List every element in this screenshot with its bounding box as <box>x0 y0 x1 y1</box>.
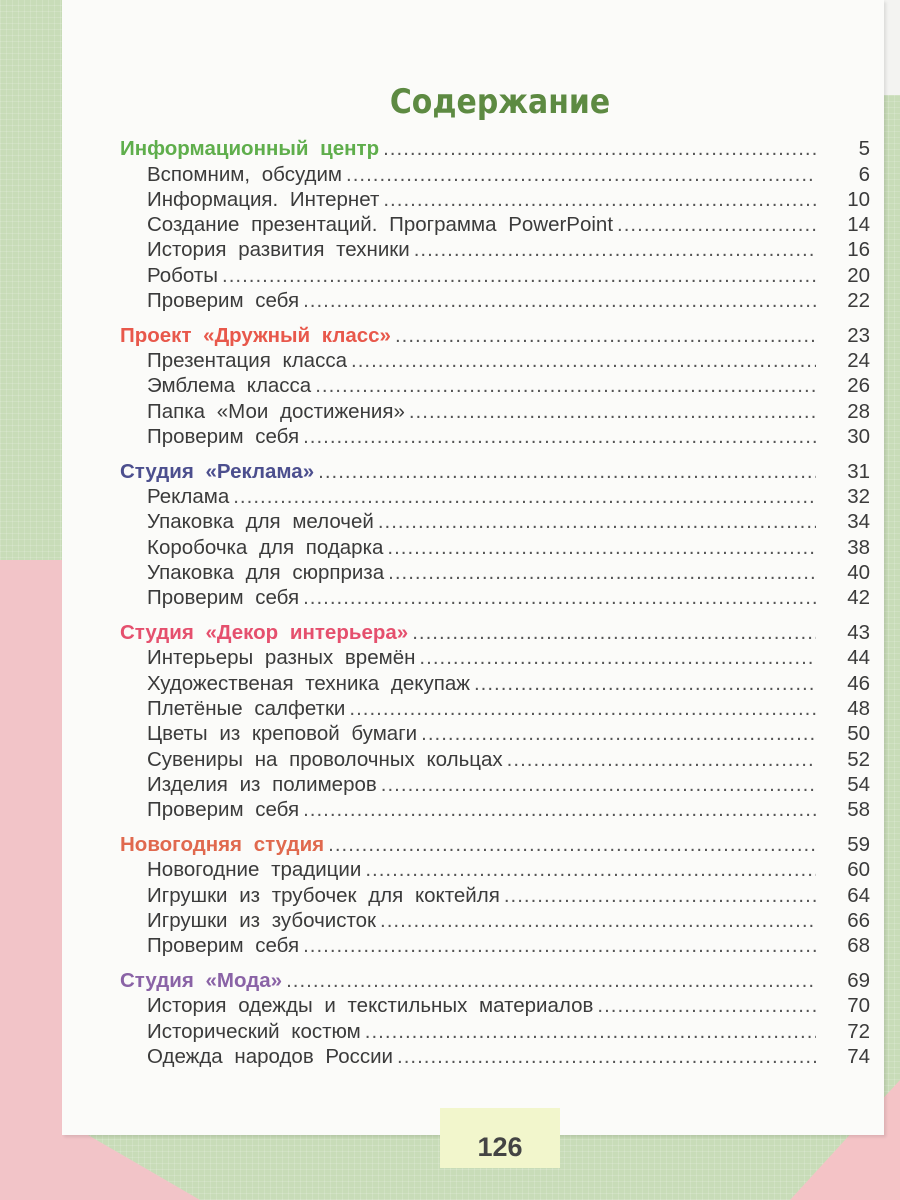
entry-title: Папка «Мои достижения» <box>147 399 405 423</box>
toc-entry <box>120 721 870 746</box>
section-page: 59 <box>847 833 870 857</box>
dot-leader <box>383 187 816 212</box>
entry-page: 38 <box>847 535 870 559</box>
entry-title: Проверим себя <box>147 425 300 449</box>
toc-section <box>120 136 870 313</box>
entry-title: Реклама <box>147 485 230 509</box>
entry-title: Вспомним, обсудим <box>147 162 343 186</box>
dot-leader <box>303 585 816 610</box>
dot-leader <box>383 136 816 161</box>
entry-page: 6 <box>858 162 870 186</box>
toc-entry <box>120 670 870 695</box>
entry-title: Изделия из полимеров <box>147 772 377 796</box>
entry-title: История одежды и текстильных материалов <box>147 994 594 1018</box>
toc-entry <box>120 908 870 933</box>
entry-page: 32 <box>847 485 870 509</box>
section-title: Студия «Реклама» <box>120 459 315 483</box>
section-page: 23 <box>847 323 870 347</box>
entry-title: Новогодние традиции <box>147 858 362 882</box>
entry-title: Интерьеры разных времён <box>147 646 416 670</box>
entry-title: Проверим себя <box>147 586 300 610</box>
dot-leader <box>286 968 816 993</box>
section-title: Проект «Дружный класс» <box>120 323 391 347</box>
toc-entry <box>120 484 870 509</box>
dot-leader <box>365 857 816 882</box>
section-title: Студия «Декор интерьера» <box>120 621 409 645</box>
entry-page: 64 <box>847 883 870 907</box>
entry-page: 46 <box>847 671 870 695</box>
dot-leader <box>395 323 816 348</box>
entry-page: 22 <box>847 289 870 313</box>
page-number: 126 <box>440 1108 560 1168</box>
entry-page: 42 <box>847 586 870 610</box>
section-title: Информационный центр <box>120 137 380 161</box>
toc-section <box>120 620 870 822</box>
entry-title: Игрушки из трубочек для коктейля <box>147 883 500 907</box>
dot-leader <box>351 348 816 373</box>
entry-title: Игрушки из зубочисток <box>147 908 376 932</box>
toc-entry <box>120 772 870 797</box>
dot-leader <box>388 560 816 585</box>
toc-entry <box>120 212 870 237</box>
dot-leader <box>507 747 816 772</box>
entry-page: 60 <box>847 858 870 882</box>
section-title: Студия «Мода» <box>120 969 283 992</box>
toc-entry <box>120 1044 870 1069</box>
dot-leader <box>328 832 816 857</box>
entry-title: Коробочка для подарка <box>147 535 384 559</box>
entry-title: Одежда народов России <box>147 1044 393 1068</box>
entry-page: 70 <box>847 994 870 1018</box>
dot-leader <box>303 424 816 449</box>
entry-title: Создание презентаций. Программа PowerPoint <box>147 213 614 237</box>
toc-entry <box>120 509 870 534</box>
toc-entry <box>120 424 870 449</box>
entry-page: 68 <box>847 934 870 958</box>
toc-section <box>120 323 870 449</box>
section-page: 31 <box>847 459 870 483</box>
entry-page: 26 <box>847 374 870 398</box>
toc-entry <box>120 288 870 313</box>
dot-leader <box>303 797 816 822</box>
entry-page: 10 <box>847 187 870 211</box>
toc-entry <box>120 262 870 287</box>
toc-section-heading <box>120 459 870 484</box>
dot-leader <box>421 721 816 746</box>
toc-entry <box>120 348 870 373</box>
toc-section <box>120 459 870 611</box>
dot-leader <box>378 509 816 534</box>
dot-leader <box>397 1044 816 1069</box>
toc-entry <box>120 373 870 398</box>
toc-entry <box>120 696 870 721</box>
entry-title: Информация. Интернет <box>147 187 380 211</box>
entry-title: Упаковка для сюрприза <box>147 561 385 585</box>
entry-title: Сувениры на проволочных кольцах <box>147 747 503 771</box>
entry-page: 58 <box>847 798 870 822</box>
dot-leader <box>346 162 816 187</box>
section-page: 5 <box>858 137 870 161</box>
entry-page: 16 <box>847 238 870 262</box>
entry-page: 52 <box>847 747 870 771</box>
dot-leader <box>365 1019 816 1044</box>
page-title: Содержание <box>389 82 611 122</box>
dot-leader <box>414 237 816 262</box>
entry-page: 30 <box>847 425 870 449</box>
entry-page: 44 <box>847 646 870 670</box>
section-title: Новогодняя студия <box>120 833 325 857</box>
dot-leader <box>412 620 816 645</box>
toc-section <box>120 968 870 1069</box>
entry-title: Проверим себя <box>147 934 300 958</box>
dot-leader <box>474 671 816 696</box>
toc-entry <box>120 585 870 610</box>
dot-leader <box>387 535 816 560</box>
toc-entry <box>120 645 870 670</box>
toc-entry <box>120 187 870 212</box>
dot-leader <box>597 993 816 1018</box>
dot-leader <box>315 373 816 398</box>
dot-leader <box>409 399 816 424</box>
entry-page: 34 <box>847 510 870 534</box>
entry-title: Цветы из креповой бумаги <box>147 722 418 746</box>
dot-leader <box>381 772 816 797</box>
entry-page: 24 <box>847 349 870 373</box>
entry-page: 74 <box>847 1044 870 1068</box>
entry-page: 48 <box>847 697 870 721</box>
toc-entry <box>120 746 870 771</box>
toc-section-heading <box>120 832 870 857</box>
entry-title: Художественая техника декупаж <box>147 671 470 695</box>
dot-leader <box>380 908 816 933</box>
toc-section <box>120 832 870 958</box>
section-page: 69 <box>847 969 870 992</box>
dot-leader <box>617 212 816 237</box>
toc-entry <box>120 1018 870 1043</box>
entry-title: Проверим себя <box>147 289 300 313</box>
toc-entry <box>120 237 870 262</box>
dot-leader <box>303 933 816 958</box>
entry-title: Эмблема класса <box>147 374 312 398</box>
entry-title: Исторический костюм <box>147 1019 361 1043</box>
dot-leader <box>233 484 816 509</box>
toc-section-heading <box>120 323 870 348</box>
entry-page: 20 <box>847 263 870 287</box>
entry-page: 72 <box>847 1019 870 1043</box>
toc-entry <box>120 857 870 882</box>
dot-leader <box>349 696 816 721</box>
table-of-contents <box>120 136 870 1078</box>
dot-leader <box>222 263 816 288</box>
entry-title: Проверим себя <box>147 798 300 822</box>
entry-page: 50 <box>847 722 870 746</box>
entry-page: 40 <box>847 561 870 585</box>
dot-leader <box>303 288 816 313</box>
entry-title: Презентация класса <box>147 349 347 373</box>
toc-entry <box>120 398 870 423</box>
toc-entry <box>120 993 870 1018</box>
dot-leader <box>419 645 816 670</box>
dot-leader <box>504 883 816 908</box>
entry-title: История развития техники <box>147 238 410 262</box>
toc-entry <box>120 797 870 822</box>
toc-entry <box>120 534 870 559</box>
entry-title: Упаковка для мелочей <box>147 510 374 534</box>
entry-page: 54 <box>847 772 870 796</box>
toc-entry <box>120 933 870 958</box>
toc-section-heading <box>120 620 870 645</box>
toc-entry <box>120 882 870 907</box>
entry-page: 14 <box>847 213 870 237</box>
entry-title: Роботы <box>147 263 218 287</box>
entry-title: Плетёные салфетки <box>147 697 346 721</box>
toc-section-heading <box>120 136 870 161</box>
toc-entry <box>120 161 870 186</box>
toc-entry <box>120 560 870 585</box>
toc-section-heading <box>120 968 870 993</box>
entry-page: 28 <box>847 399 870 423</box>
section-page: 43 <box>847 621 870 645</box>
entry-page: 66 <box>847 908 870 932</box>
dot-leader <box>318 459 816 484</box>
